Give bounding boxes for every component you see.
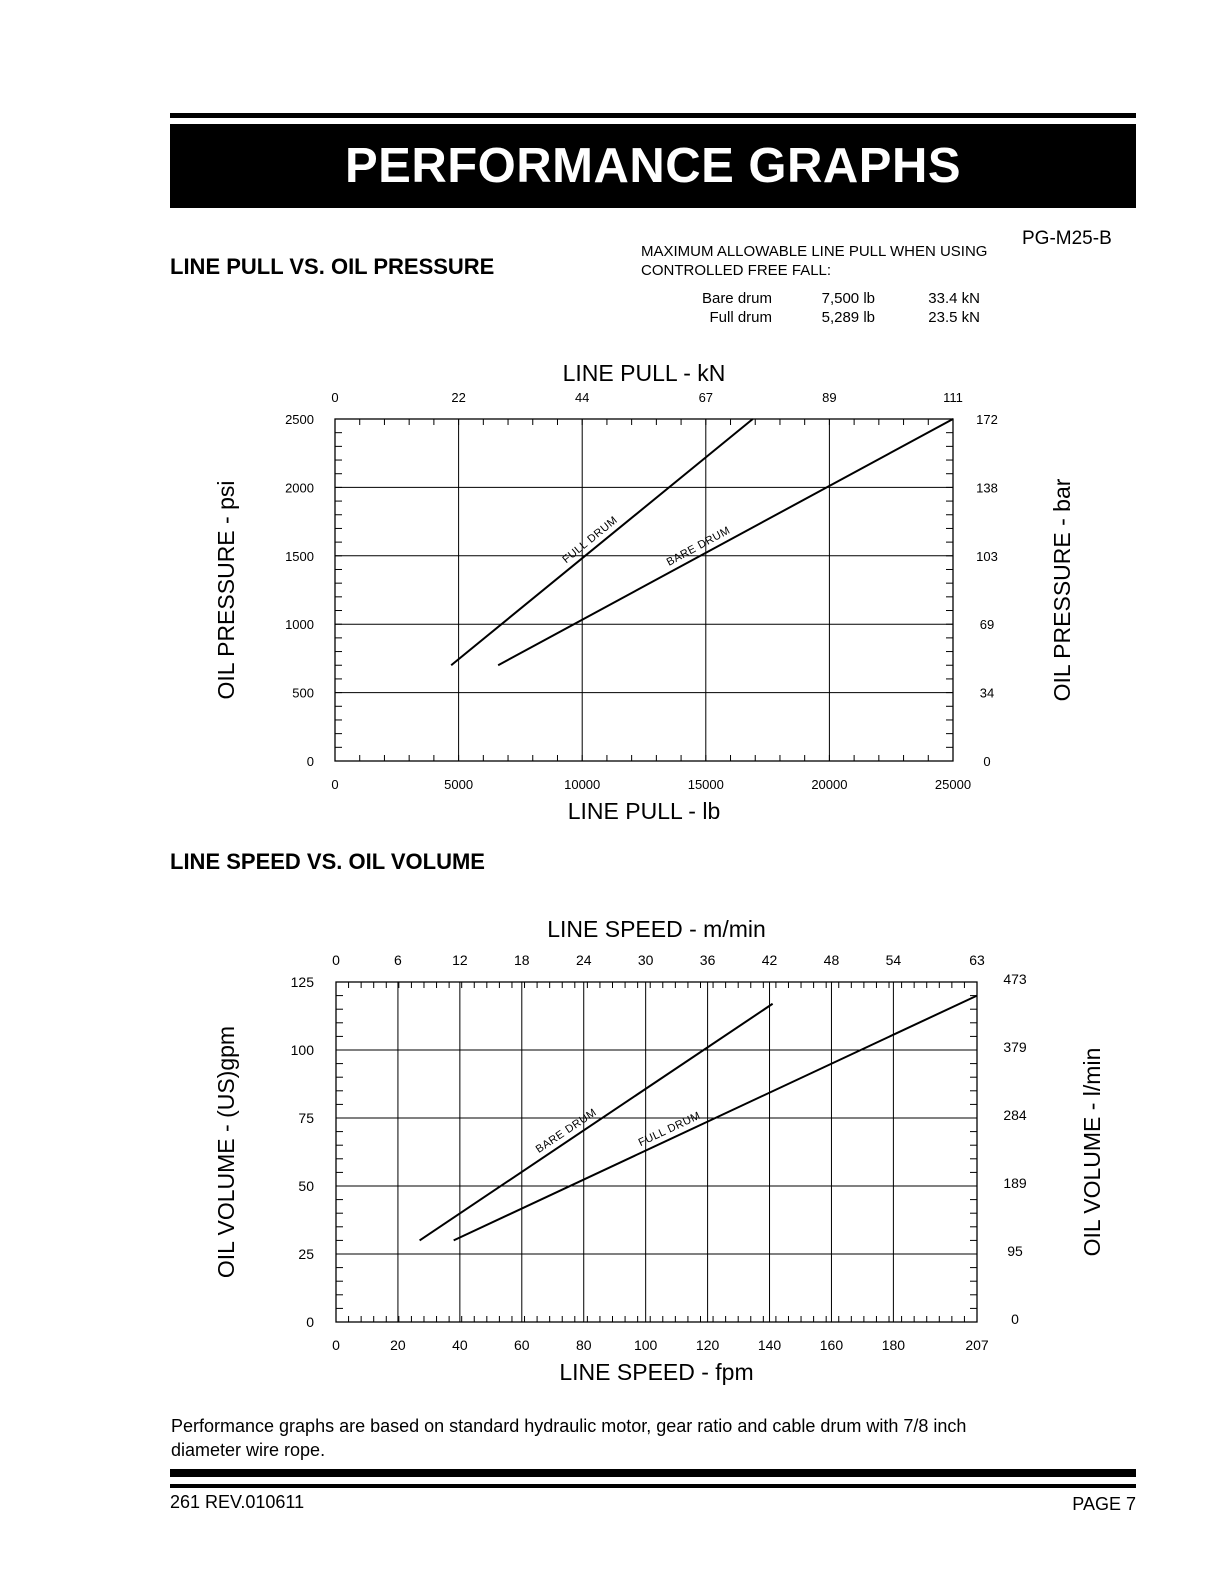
series-label: FULL DRUM bbox=[636, 1109, 703, 1150]
x-tick-label: 100 bbox=[633, 1337, 658, 1353]
free-fall-label: Full drum bbox=[709, 309, 772, 326]
y-tick-label: 75 bbox=[298, 1110, 314, 1126]
x2-tick-label: 18 bbox=[514, 952, 530, 968]
y2-tick-label: 103 bbox=[976, 548, 998, 564]
x2-tick-label: 63 bbox=[969, 952, 985, 968]
y-axis-title: OIL PRESSURE - psi bbox=[213, 480, 239, 700]
figure-code: PG-M25-B bbox=[1022, 228, 1112, 249]
y-tick-label: 0 bbox=[306, 754, 314, 769]
free-fall-note-line1: MAXIMUM ALLOWABLE LINE PULL WHEN USING bbox=[641, 243, 988, 260]
x-tick-label: 207 bbox=[965, 1337, 989, 1353]
free-fall-label: Bare drum bbox=[701, 290, 772, 307]
x2-tick-label: 111 bbox=[943, 390, 963, 405]
x-tick-label: 10000 bbox=[564, 777, 601, 792]
section-heading-line-pull: LINE PULL VS. OIL PRESSURE bbox=[170, 254, 495, 279]
x2-tick-label: 48 bbox=[823, 952, 840, 968]
x-tick-label: 20000 bbox=[811, 777, 848, 792]
y-tick-label: 25 bbox=[298, 1246, 314, 1262]
x-tick-label: 160 bbox=[819, 1337, 844, 1353]
y-tick-label: 125 bbox=[290, 974, 314, 990]
x-tick-label: 60 bbox=[514, 1337, 530, 1353]
x2-tick-label: 30 bbox=[637, 952, 654, 968]
top-rule bbox=[170, 113, 1136, 118]
x-tick-label: 5000 bbox=[444, 777, 474, 792]
x-tick-label: 20 bbox=[390, 1337, 406, 1353]
y-axis-title: OIL VOLUME - (US)gpm bbox=[213, 1025, 239, 1279]
y2-tick-label: 34 bbox=[979, 685, 995, 701]
y2-axis-title: OIL PRESSURE - bar bbox=[1049, 478, 1075, 702]
y2-tick-label: 95 bbox=[1007, 1243, 1023, 1259]
x-tick-label: 40 bbox=[452, 1337, 468, 1353]
x2-tick-label: 6 bbox=[394, 952, 402, 968]
y-tick-label: 50 bbox=[298, 1178, 314, 1194]
plot-frame bbox=[336, 982, 977, 1322]
chart-caption-line1: Performance graphs are based on standard hydraulic motor, gear ratio and cable drum with 7/8 inch bbox=[171, 1416, 967, 1436]
x-tick-label: 0 bbox=[332, 1337, 340, 1353]
x-tick-label: 15000 bbox=[687, 777, 724, 792]
x-tick-label: 0 bbox=[331, 777, 339, 792]
free-fall-lb: 5,289 lb bbox=[821, 309, 875, 326]
y-tick-label: 100 bbox=[290, 1042, 314, 1058]
free-fall-lb: 7,500 lb bbox=[821, 290, 875, 307]
chart-caption bbox=[171, 1414, 966, 1462]
y-tick-label: 1000 bbox=[285, 617, 314, 633]
y-tick-label: 0 bbox=[306, 1314, 314, 1330]
y-tick-label: 2500 bbox=[285, 412, 314, 427]
free-fall-table bbox=[0, 290, 1225, 330]
y2-axis-title: OIL VOLUME - l/min bbox=[1079, 1047, 1105, 1257]
x2-tick-label: 42 bbox=[761, 952, 778, 968]
series-line bbox=[420, 1004, 773, 1241]
y2-tick-label: 284 bbox=[1003, 1107, 1027, 1123]
x2-tick-label: 67 bbox=[698, 390, 714, 405]
free-fall-kn: 23.5 kN bbox=[928, 309, 980, 326]
x-tick-label: 140 bbox=[757, 1337, 782, 1353]
free-fall-note bbox=[641, 242, 987, 280]
page-title-bar bbox=[170, 124, 1136, 208]
section-heading-line-speed: LINE SPEED VS. OIL VOLUME bbox=[170, 849, 485, 874]
footer-page-number: PAGE 7 bbox=[1072, 1494, 1136, 1514]
x2-tick-label: 44 bbox=[574, 390, 590, 405]
x2-tick-label: 22 bbox=[451, 390, 466, 405]
x2-tick-label: 0 bbox=[332, 952, 340, 968]
x-tick-label: 120 bbox=[695, 1337, 720, 1353]
x-axis-title: LINE PULL - lb bbox=[567, 798, 721, 824]
x2-tick-label: 0 bbox=[331, 390, 339, 405]
bottom-rule-thin bbox=[170, 1484, 1136, 1488]
y-tick-label: 1500 bbox=[285, 548, 314, 564]
x2-tick-label: 24 bbox=[575, 952, 592, 968]
y2-tick-label: 69 bbox=[979, 617, 995, 633]
free-fall-kn: 33.4 kN bbox=[928, 290, 980, 307]
y-tick-label: 500 bbox=[292, 685, 314, 701]
x-tick-label: 180 bbox=[881, 1337, 906, 1353]
y-tick-label: 2000 bbox=[285, 480, 314, 496]
series-label: FULL DRUM bbox=[560, 514, 621, 566]
x2-tick-label: 54 bbox=[885, 952, 902, 968]
y2-tick-label: 0 bbox=[1011, 1311, 1019, 1327]
x2-tick-label: 12 bbox=[452, 952, 468, 968]
y2-tick-label: 172 bbox=[976, 412, 998, 427]
chart-line-speed-vs-oil-volume bbox=[0, 900, 1225, 1390]
x-tick-label: 80 bbox=[575, 1337, 592, 1353]
x2-axis-title: LINE PULL - kN bbox=[562, 360, 726, 386]
page-title: PERFORMANCE GRAPHS bbox=[344, 139, 962, 193]
bottom-rule-thick bbox=[170, 1469, 1136, 1477]
chart-caption-line2: diameter wire rope. bbox=[171, 1440, 326, 1460]
y2-tick-label: 189 bbox=[1003, 1175, 1027, 1191]
y2-tick-label: 138 bbox=[976, 480, 998, 496]
series-label: BARE DRUM bbox=[664, 524, 733, 569]
chart-line-pull-vs-oil-pressure bbox=[0, 350, 1225, 830]
series-line bbox=[498, 419, 953, 665]
footer-revision: 261 REV.010611 bbox=[170, 1492, 305, 1512]
y2-tick-label: 473 bbox=[1003, 971, 1027, 987]
y2-tick-label: 0 bbox=[983, 754, 991, 769]
x2-axis-title: LINE SPEED - m/min bbox=[547, 916, 766, 942]
x2-tick-label: 36 bbox=[699, 952, 716, 968]
free-fall-note-line2: CONTROLLED FREE FALL: bbox=[641, 262, 832, 279]
series-label: BARE DRUM bbox=[533, 1106, 600, 1156]
x-axis-title: LINE SPEED - fpm bbox=[559, 1359, 754, 1385]
x2-tick-label: 89 bbox=[822, 390, 837, 405]
x-tick-label: 25000 bbox=[934, 777, 972, 792]
y2-tick-label: 379 bbox=[1003, 1039, 1027, 1055]
